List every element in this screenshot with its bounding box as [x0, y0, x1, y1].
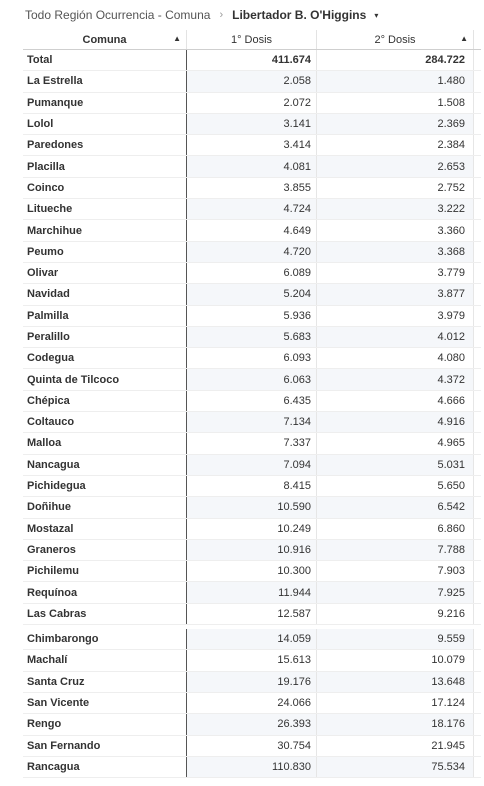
dosis1-cell: 4.081: [187, 156, 317, 176]
dosis1-cell: 3.414: [187, 135, 317, 155]
dosis2-cell: 10.079: [317, 650, 474, 670]
table-row[interactable]: [23, 369, 481, 390]
table-row[interactable]: [23, 135, 481, 156]
comuna-cell: Coltauco: [23, 412, 187, 432]
comuna-cell: Malloa: [23, 433, 187, 453]
dosis2-cell: 3.360: [317, 220, 474, 240]
comuna-cell: Santa Cruz: [23, 672, 187, 692]
column-header-dosis1[interactable]: [187, 30, 317, 49]
table-row[interactable]: [23, 220, 481, 241]
comuna-cell: Placilla: [23, 156, 187, 176]
dosis1-cell: 14.059: [187, 629, 317, 649]
dosis2-cell: 7.788: [317, 540, 474, 560]
dosis1-cell: 4.720: [187, 242, 317, 262]
dosis1-cell: 10.916: [187, 540, 317, 560]
dosis1-cell: 10.590: [187, 497, 317, 517]
column-header-label: Comuna: [82, 33, 127, 46]
dosis1-cell: 411.674: [187, 50, 317, 70]
region-dropdown-icon[interactable]: ▾: [374, 10, 379, 20]
dosis2-cell: 3.877: [317, 284, 474, 304]
data-table: [23, 30, 481, 778]
dosis1-cell: 10.300: [187, 561, 317, 581]
breadcrumb-parent-link[interactable]: Todo Región Ocurrencia - Comuna: [25, 8, 211, 22]
dosis2-cell: 5.650: [317, 476, 474, 496]
dosis2-cell: 9.559: [317, 629, 474, 649]
dosis2-cell: 9.216: [317, 604, 474, 624]
table-row[interactable]: [23, 156, 481, 177]
dosis1-cell: 2.072: [187, 93, 317, 113]
table-row[interactable]: [23, 757, 481, 778]
dosis2-cell: 18.176: [317, 714, 474, 734]
dosis1-cell: 4.724: [187, 199, 317, 219]
table-row[interactable]: [23, 540, 481, 561]
column-header-label: 2° Dosis: [374, 33, 416, 46]
dosis2-cell: 5.031: [317, 455, 474, 475]
dosis1-cell: 3.855: [187, 178, 317, 198]
comuna-cell: Litueche: [23, 199, 187, 219]
dosis2-cell: 17.124: [317, 693, 474, 713]
table-row[interactable]: [23, 391, 481, 412]
column-header-label: 1° Dosis: [230, 33, 273, 46]
table-row[interactable]: [23, 348, 481, 369]
dosis1-cell: 24.066: [187, 693, 317, 713]
dosis1-cell: 15.613: [187, 650, 317, 670]
dosis2-cell: 4.666: [317, 391, 474, 411]
dosis1-cell: 4.649: [187, 220, 317, 240]
comuna-cell: Coinco: [23, 178, 187, 198]
table-row[interactable]: [23, 497, 481, 518]
table-row-total[interactable]: [23, 50, 481, 71]
comuna-cell: Doñihue: [23, 497, 187, 517]
table-row[interactable]: [23, 455, 481, 476]
dosis2-cell: 6.542: [317, 497, 474, 517]
table-row[interactable]: [23, 306, 481, 327]
table-row[interactable]: [23, 284, 481, 305]
comuna-cell: Rancagua: [23, 757, 187, 777]
table-row[interactable]: [23, 433, 481, 454]
dosis2-cell: 2.752: [317, 178, 474, 198]
comuna-cell: Las Cabras: [23, 604, 187, 624]
table-row[interactable]: [23, 327, 481, 348]
dosis2-cell: 3.779: [317, 263, 474, 283]
breadcrumb-current[interactable]: Libertador B. O'Higgins: [232, 8, 367, 22]
column-header-dosis2[interactable]: [317, 30, 474, 49]
table-row[interactable]: [23, 693, 481, 714]
comuna-cell: Peumo: [23, 242, 187, 262]
sort-asc-icon[interactable]: ▲: [460, 34, 468, 43]
dosis2-cell: 7.903: [317, 561, 474, 581]
dosis1-cell: 6.063: [187, 369, 317, 389]
dosis2-cell: 21.945: [317, 736, 474, 756]
dosis1-cell: 3.141: [187, 114, 317, 134]
dosis2-cell: 3.979: [317, 306, 474, 326]
dosis1-cell: 12.587: [187, 604, 317, 624]
dosis1-cell: 110.830: [187, 757, 317, 777]
dosis2-cell: 4.372: [317, 369, 474, 389]
comuna-cell: Codegua: [23, 348, 187, 368]
table-row[interactable]: [23, 561, 481, 582]
dosis2-cell: 1.480: [317, 71, 474, 91]
dosis2-cell: 4.012: [317, 327, 474, 347]
table-row[interactable]: [23, 650, 481, 671]
dosis1-cell: 26.393: [187, 714, 317, 734]
breadcrumb-separator-icon: ›: [219, 9, 224, 21]
dosis1-cell: 19.176: [187, 672, 317, 692]
table-row[interactable]: [23, 519, 481, 540]
dosis2-cell: 3.368: [317, 242, 474, 262]
dosis1-cell: 5.936: [187, 306, 317, 326]
dosis1-cell: 30.754: [187, 736, 317, 756]
comuna-cell: Nancagua: [23, 455, 187, 475]
comuna-cell: Requínoa: [23, 582, 187, 602]
table-row[interactable]: [23, 736, 481, 757]
table-row[interactable]: [23, 199, 481, 220]
comuna-cell: Pichilemu: [23, 561, 187, 581]
dosis1-cell: 5.683: [187, 327, 317, 347]
table-row[interactable]: [23, 476, 481, 497]
comuna-cell: Pumanque: [23, 93, 187, 113]
table-row[interactable]: [23, 582, 481, 603]
comuna-cell: Palmilla: [23, 306, 187, 326]
dosis2-cell: 75.534: [317, 757, 474, 777]
comuna-cell: San Vicente: [23, 693, 187, 713]
dosis1-cell: 11.944: [187, 582, 317, 602]
comuna-cell: Navidad: [23, 284, 187, 304]
dosis1-cell: 10.249: [187, 519, 317, 539]
dosis2-cell: 4.080: [317, 348, 474, 368]
dosis2-cell: 1.508: [317, 93, 474, 113]
comuna-cell: Chimbarongo: [23, 629, 187, 649]
comuna-cell: Peralillo: [23, 327, 187, 347]
dosis2-cell: 2.369: [317, 114, 474, 134]
dosis1-cell: 6.435: [187, 391, 317, 411]
dosis1-cell: 6.093: [187, 348, 317, 368]
comuna-cell: Marchihue: [23, 220, 187, 240]
comuna-cell: San Fernando: [23, 736, 187, 756]
dosis2-cell: 4.916: [317, 412, 474, 432]
comuna-cell: Olivar: [23, 263, 187, 283]
dosis2-cell: 2.384: [317, 135, 474, 155]
dosis2-cell: 284.722: [317, 50, 474, 70]
comuna-cell: Machalí: [23, 650, 187, 670]
dosis1-cell: 8.415: [187, 476, 317, 496]
comuna-cell: Mostazal: [23, 519, 187, 539]
table-row[interactable]: [23, 71, 481, 92]
dosis1-cell: 6.089: [187, 263, 317, 283]
dosis2-cell: 3.222: [317, 199, 474, 219]
table-row[interactable]: [23, 672, 481, 693]
dosis1-cell: 7.134: [187, 412, 317, 432]
dosis2-cell: 7.925: [317, 582, 474, 602]
comuna-cell: Quinta de Tilcoco: [23, 369, 187, 389]
table-row[interactable]: [23, 242, 481, 263]
table-row[interactable]: [23, 93, 481, 114]
comuna-cell: La Estrella: [23, 71, 187, 91]
dosis2-cell: 4.965: [317, 433, 474, 453]
dosis1-cell: 2.058: [187, 71, 317, 91]
comuna-cell: Chépica: [23, 391, 187, 411]
comuna-cell: Lolol: [23, 114, 187, 134]
dosis2-cell: 6.860: [317, 519, 474, 539]
table-row[interactable]: [23, 714, 481, 735]
column-header-comuna[interactable]: [23, 30, 187, 49]
table-row[interactable]: [23, 412, 481, 433]
table-row[interactable]: [23, 629, 481, 650]
table-row[interactable]: [23, 604, 481, 625]
dosis1-cell: 7.337: [187, 433, 317, 453]
dosis2-cell: 13.648: [317, 672, 474, 692]
dosis1-cell: 5.204: [187, 284, 317, 304]
table-row[interactable]: [23, 178, 481, 199]
comuna-cell: Rengo: [23, 714, 187, 734]
comuna-cell: Paredones: [23, 135, 187, 155]
comuna-cell: Pichidegua: [23, 476, 187, 496]
sort-asc-icon[interactable]: ▲: [173, 34, 181, 43]
dosis1-cell: 7.094: [187, 455, 317, 475]
breadcrumb: [0, 0, 484, 30]
table-row[interactable]: [23, 263, 481, 284]
table-body: [23, 50, 481, 778]
table-header: [23, 30, 481, 50]
dosis2-cell: 2.653: [317, 156, 474, 176]
table-row[interactable]: [23, 114, 481, 135]
comuna-cell: Total: [23, 50, 187, 70]
comuna-cell: Graneros: [23, 540, 187, 560]
